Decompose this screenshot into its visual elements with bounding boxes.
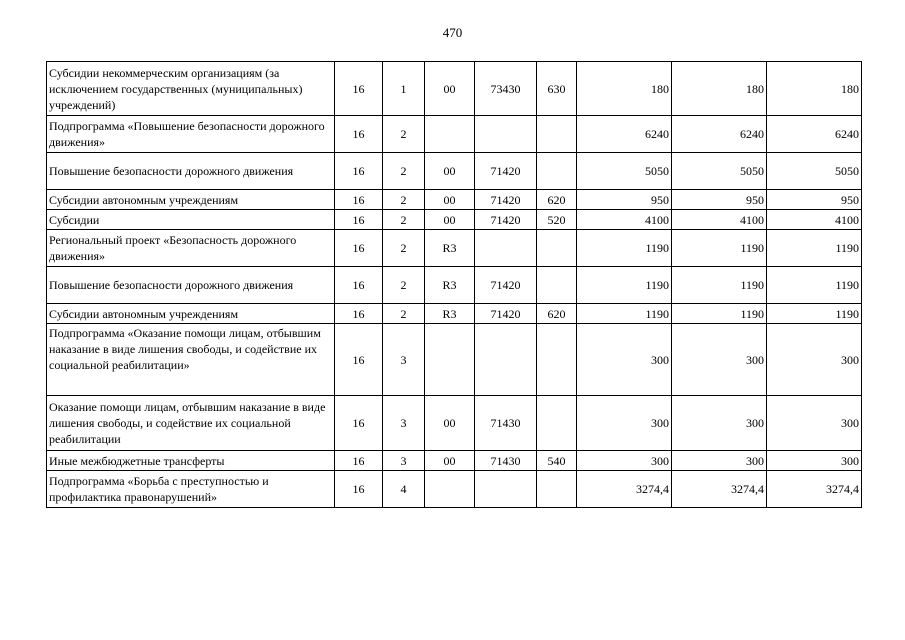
code-expense-type: 620 — [537, 190, 577, 210]
amount-1: 6240 — [577, 116, 672, 153]
code-subprogram: R3 — [425, 267, 475, 304]
code-subprogram: 00 — [425, 153, 475, 190]
code-expense-type — [537, 116, 577, 153]
amount-1: 300 — [577, 396, 672, 451]
table-row — [47, 396, 862, 451]
code-program: 3 — [383, 324, 425, 396]
amount-2: 1190 — [672, 230, 767, 267]
code-program: 2 — [383, 116, 425, 153]
code-direction: 71420 — [475, 190, 537, 210]
table-row — [47, 153, 862, 190]
amount-2: 300 — [672, 451, 767, 471]
table-row — [47, 471, 862, 508]
code-ministry: 16 — [335, 116, 383, 153]
table-row — [47, 324, 862, 396]
code-direction — [475, 230, 537, 267]
row-name: Субсидии некоммерческим организациям (за исключением государственных (муниципальных) учреждений) — [47, 62, 335, 116]
code-ministry: 16 — [335, 396, 383, 451]
amount-1: 5050 — [577, 153, 672, 190]
code-ministry: 16 — [335, 153, 383, 190]
row-name: Подпрограмма «Оказание помощи лицам, отбывшим наказание в виде лишения свободы, и содействие их социальной реабилитации» — [47, 324, 335, 396]
code-subprogram — [425, 324, 475, 396]
amount-2: 1190 — [672, 267, 767, 304]
code-expense-type — [537, 396, 577, 451]
code-expense-type — [537, 267, 577, 304]
amount-3: 1190 — [767, 230, 862, 267]
row-name: Субсидии автономным учреждениям — [47, 304, 335, 324]
code-direction: 71430 — [475, 396, 537, 451]
code-expense-type — [537, 324, 577, 396]
code-program: 2 — [383, 153, 425, 190]
table-row — [47, 116, 862, 153]
code-program: 4 — [383, 471, 425, 508]
table-row — [47, 304, 862, 324]
code-expense-type — [537, 230, 577, 267]
row-name: Субсидии — [47, 210, 335, 230]
code-direction — [475, 116, 537, 153]
code-direction: 73430 — [475, 62, 537, 116]
code-ministry: 16 — [335, 304, 383, 324]
code-program: 1 — [383, 62, 425, 116]
budget-table — [46, 61, 862, 508]
code-program: 2 — [383, 230, 425, 267]
code-expense-type: 620 — [537, 304, 577, 324]
code-ministry: 16 — [335, 230, 383, 267]
code-expense-type: 520 — [537, 210, 577, 230]
code-program: 2 — [383, 267, 425, 304]
code-program: 2 — [383, 304, 425, 324]
row-name: Повышение безопасности дорожного движения — [47, 267, 335, 304]
code-ministry: 16 — [335, 190, 383, 210]
row-name: Оказание помощи лицам, отбывшим наказание в виде лишения свободы, и содействие их социальной реабилитации — [47, 396, 335, 451]
code-direction: 71420 — [475, 267, 537, 304]
code-direction: 71420 — [475, 153, 537, 190]
row-name: Подпрограмма «Повышение безопасности дорожного движения» — [47, 116, 335, 153]
code-subprogram: R3 — [425, 230, 475, 267]
table-row — [47, 62, 862, 116]
amount-3: 5050 — [767, 153, 862, 190]
amount-3: 4100 — [767, 210, 862, 230]
code-ministry: 16 — [335, 210, 383, 230]
amount-3: 1190 — [767, 304, 862, 324]
table-row — [47, 190, 862, 210]
code-direction: 71430 — [475, 451, 537, 471]
amount-1: 1190 — [577, 304, 672, 324]
code-expense-type: 630 — [537, 62, 577, 116]
amount-2: 300 — [672, 324, 767, 396]
code-subprogram: R3 — [425, 304, 475, 324]
table-row — [47, 267, 862, 304]
amount-2: 300 — [672, 396, 767, 451]
amount-1: 1190 — [577, 267, 672, 304]
amount-3: 180 — [767, 62, 862, 116]
table-row — [47, 451, 862, 471]
amount-2: 3274,4 — [672, 471, 767, 508]
row-name: Иные межбюджетные трансферты — [47, 451, 335, 471]
row-name: Субсидии автономным учреждениям — [47, 190, 335, 210]
code-subprogram: 00 — [425, 451, 475, 471]
amount-1: 1190 — [577, 230, 672, 267]
amount-3: 3274,4 — [767, 471, 862, 508]
amount-2: 950 — [672, 190, 767, 210]
table-row — [47, 210, 862, 230]
amount-2: 6240 — [672, 116, 767, 153]
amount-3: 300 — [767, 324, 862, 396]
code-subprogram: 00 — [425, 396, 475, 451]
code-program: 2 — [383, 210, 425, 230]
amount-3: 300 — [767, 451, 862, 471]
row-name: Повышение безопасности дорожного движения — [47, 153, 335, 190]
row-name: Региональный проект «Безопасность дорожного движения» — [47, 230, 335, 267]
code-direction: 71420 — [475, 210, 537, 230]
page-number: 470 — [442, 25, 463, 40]
amount-2: 4100 — [672, 210, 767, 230]
table-row — [47, 230, 862, 267]
code-subprogram: 00 — [425, 210, 475, 230]
amount-1: 300 — [577, 324, 672, 396]
amount-1: 4100 — [577, 210, 672, 230]
amount-1: 300 — [577, 451, 672, 471]
amount-1: 180 — [577, 62, 672, 116]
code-expense-type — [537, 153, 577, 190]
code-direction — [475, 324, 537, 396]
amount-3: 6240 — [767, 116, 862, 153]
code-ministry: 16 — [335, 267, 383, 304]
code-subprogram: 00 — [425, 190, 475, 210]
code-ministry: 16 — [335, 324, 383, 396]
amount-2: 180 — [672, 62, 767, 116]
code-program: 3 — [383, 451, 425, 471]
code-program: 3 — [383, 396, 425, 451]
amount-3: 950 — [767, 190, 862, 210]
amount-1: 950 — [577, 190, 672, 210]
code-subprogram — [425, 471, 475, 508]
amount-2: 5050 — [672, 153, 767, 190]
code-subprogram: 00 — [425, 62, 475, 116]
code-program: 2 — [383, 190, 425, 210]
code-direction — [475, 471, 537, 508]
code-ministry: 16 — [335, 451, 383, 471]
code-expense-type: 540 — [537, 451, 577, 471]
code-direction: 71420 — [475, 304, 537, 324]
row-name: Подпрограмма «Борьба с преступностью и профилактика правонарушений» — [47, 471, 335, 508]
code-subprogram — [425, 116, 475, 153]
code-ministry: 16 — [335, 471, 383, 508]
code-expense-type — [537, 471, 577, 508]
amount-3: 1190 — [767, 267, 862, 304]
amount-1: 3274,4 — [577, 471, 672, 508]
amount-3: 300 — [767, 396, 862, 451]
amount-2: 1190 — [672, 304, 767, 324]
code-ministry: 16 — [335, 62, 383, 116]
